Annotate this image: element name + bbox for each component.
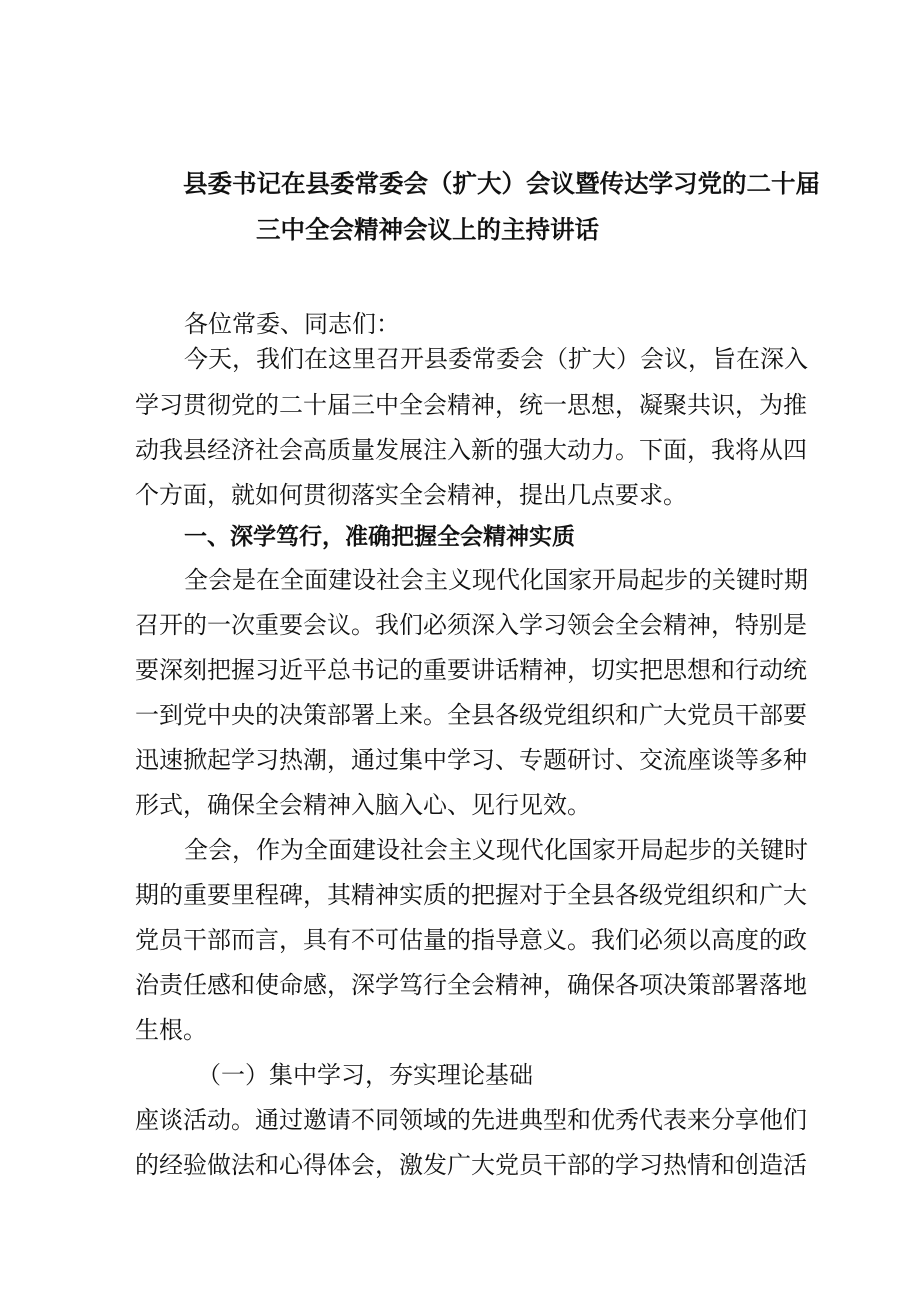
paragraph-line: 党员干部而言，具有不可估量的指导意义。我们必须以高度的政 xyxy=(135,926,807,954)
paragraph-line: 形式，确保全会精神入脑入心、见行见效。 xyxy=(135,791,591,819)
section-heading: 一、深学笃行，准确把握全会精神实质 xyxy=(184,524,575,550)
subsection-heading: （一）集中学习，夯实理论基础 xyxy=(197,1061,533,1089)
paragraph-line: 迅速掀起学习热潮，通过集中学习、专题研讨、交流座谈等多种 xyxy=(135,746,807,774)
paragraph-line: 全会，作为全面建设社会主义现代化国家开局起步的关键时 xyxy=(184,836,808,864)
intro-line: 动我县经济社会高质量发展注入新的强大动力。下面，我将从四 xyxy=(135,436,807,464)
intro-line: 今天，我们在这里召开县委常委会（扩大）会议，旨在深入 xyxy=(184,345,808,373)
paragraph-line: 期的重要里程碑，其精神实质的把握对于全县各级党组织和广大 xyxy=(135,881,807,909)
paragraph-line: 全会是在全面建设社会主义现代化国家开局起步的关键时期 xyxy=(184,566,808,594)
paragraph-line: 生根。 xyxy=(135,1016,207,1044)
document-title-line-2: 三中全会精神会议上的主持讲话 xyxy=(256,215,599,244)
paragraph-line: 的经验做法和心得体会，激发广大党员干部的学习热情和创造活 xyxy=(135,1151,807,1179)
intro-line: 学习贯彻党的二十届三中全会精神，统一思想，凝聚共识，为推 xyxy=(135,391,807,419)
paragraph-line: 座谈活动。通过邀请不同领域的先进典型和优秀代表来分享他们 xyxy=(135,1106,807,1134)
intro-line: 个方面，就如何贯彻落实全会精神，提出几点要求。 xyxy=(135,481,687,509)
paragraph-line: 治责任感和使命感，深学笃行全会精神，确保各项决策部署落地 xyxy=(135,971,807,999)
salutation: 各位常委、同志们： xyxy=(184,310,400,338)
paragraph-line: 一到党中央的决策部署上来。全县各级党组织和广大党员干部要 xyxy=(135,701,807,729)
paragraph-line: 召开的一次重要会议。我们必须深入学习领会全会精神，特别是 xyxy=(135,611,807,639)
document-title-line-1: 县委书记在县委常委会（扩大）会议暨传达学习党的二十届 xyxy=(183,169,820,198)
paragraph-line: 要深刻把握习近平总书记的重要讲话精神，切实把思想和行动统 xyxy=(135,656,807,684)
